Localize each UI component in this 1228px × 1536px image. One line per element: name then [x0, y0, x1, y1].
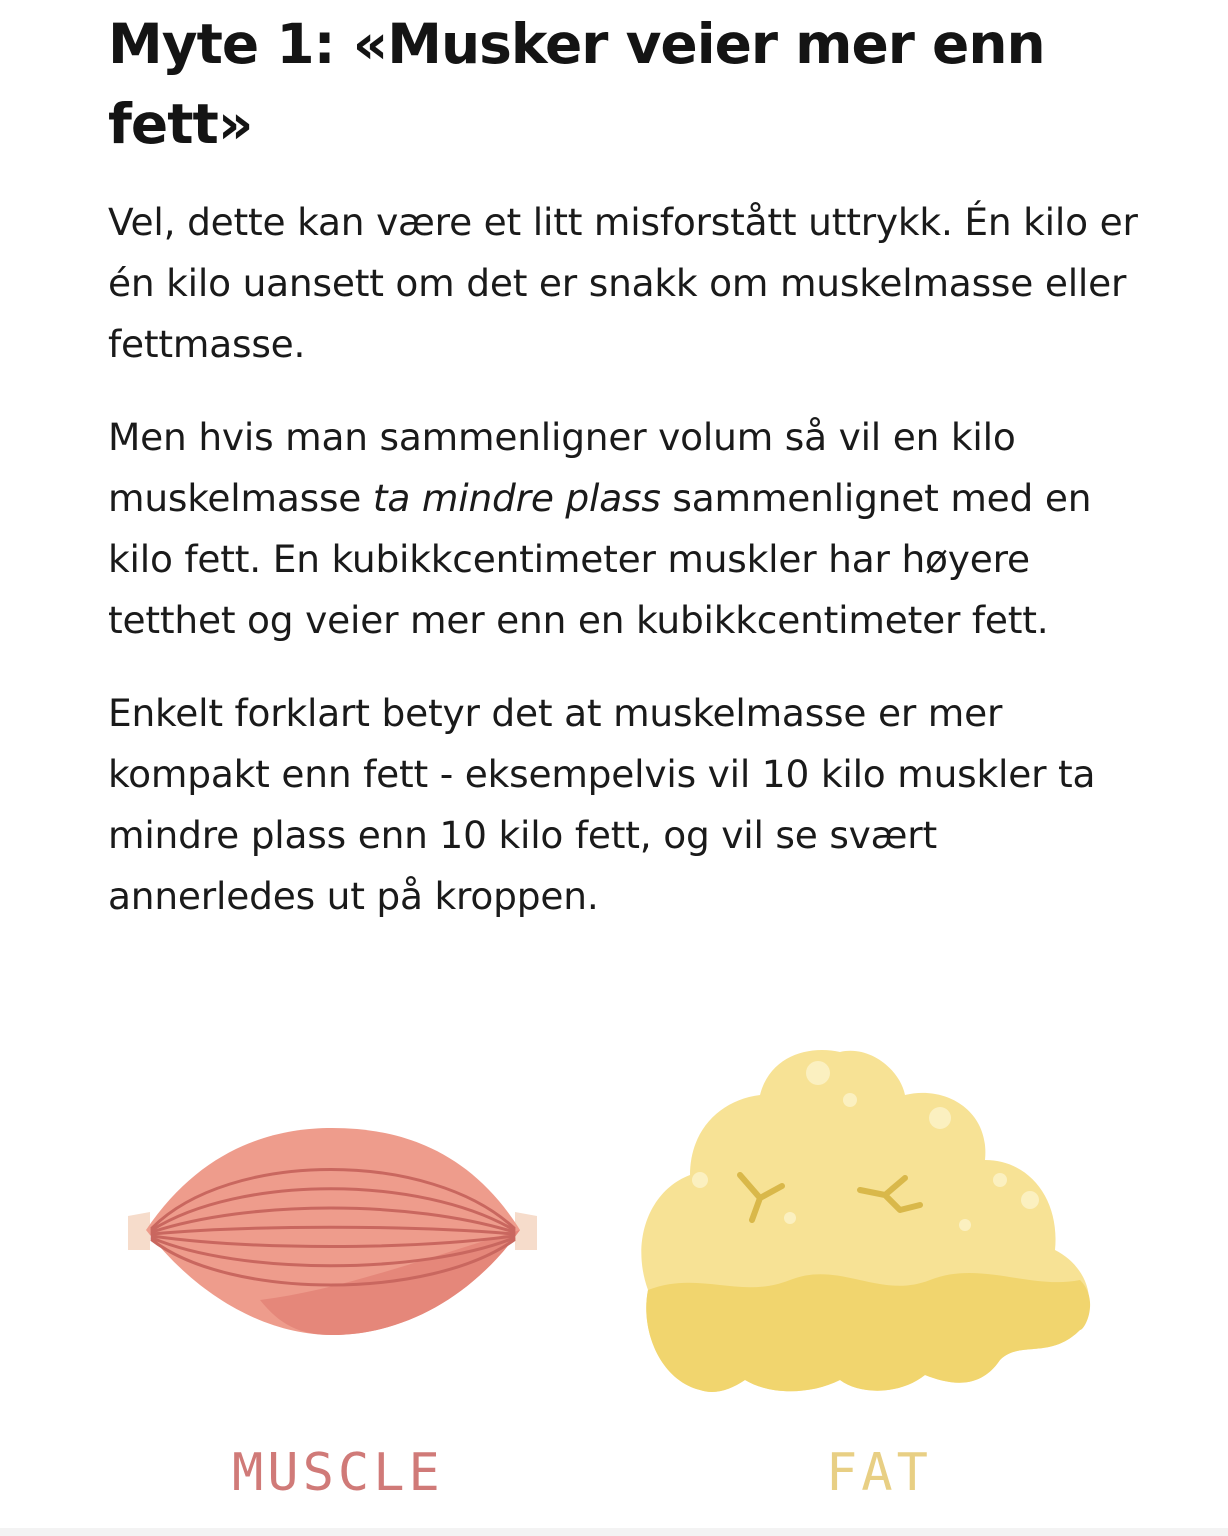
muscle-vs-fat-illustration: [0, 1030, 1228, 1536]
muscle-label: MUSCLE: [232, 1443, 444, 1503]
fat-label: FAT: [826, 1443, 932, 1503]
paragraph-3: Enkelt forklart betyr det at muskelmasse er mer kompakt enn fett - eksempelvis vil 10 kilo muskler ta mindre plass enn 10 kilo fett, og vil se svært annerledes ut på kroppen.: [108, 691, 1096, 918]
bottom-divider: [0, 1528, 1228, 1536]
paragraph-1: Vel, dette kan være et litt misforstått uttrykk. Én kilo er én kilo uansett om det er snakk om muskelmasse eller fettmasse.: [108, 200, 1138, 366]
muscle-icon: [128, 1128, 537, 1335]
paragraph-2-emphasis: ta mindre plass: [372, 476, 661, 520]
fat-icon: [641, 1050, 1090, 1392]
article-title: Myte 1: «Musker veier mer enn fett»: [108, 12, 1045, 156]
article: [108, 0, 1148, 927]
paragraph-2-text-a: Men hvis man sammenligner volum så vil en kilo muskelmasse: [108, 415, 1016, 520]
paragraph-2: [108, 407, 1148, 651]
paragraph-2-text-b: sammenlignet med en kilo fett. En kubikkcentimeter muskler har høyere tetthet og veier mer enn en kubikkcentimeter fett.: [108, 476, 1092, 642]
